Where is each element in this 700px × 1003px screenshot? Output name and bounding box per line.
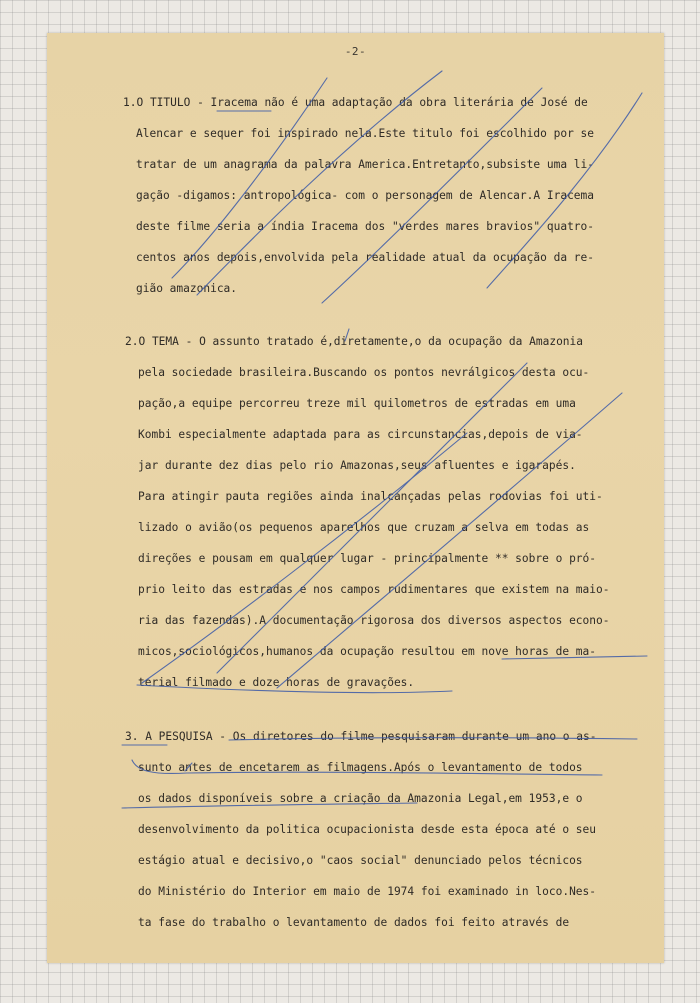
text-line: centos anos depois,envolvida pela realidade atual da ocupação da re- bbox=[136, 251, 595, 264]
text-line: gação -digamos: antropológica- com o personagem de Alencar.A Iracema bbox=[136, 189, 595, 202]
text-line: direções e pousam em qualquer lugar - principalmente ** sobre o pró- bbox=[138, 552, 597, 565]
text-line: prio leito das estradas e nos campos rudimentares que existem na maio- bbox=[138, 583, 610, 596]
typed-page bbox=[47, 33, 664, 963]
text-line: 3. A PESQUISA - Os diretores do filme pesquisaram durante um ano o as- bbox=[125, 730, 597, 743]
text-line: deste filme seria a índia Iracema dos "verdes mares bravios" quatro- bbox=[136, 220, 595, 233]
text-line: Kombi especialmente adaptada para as circunstancias,depois de via- bbox=[138, 428, 583, 441]
text-line: pação,a equipe percorreu treze mil quilometros de estradas em uma bbox=[138, 397, 576, 410]
page-number: -2- bbox=[344, 45, 367, 58]
text-line: sunto antes de encetarem as filmagens.Após o levantamento de todos bbox=[138, 761, 583, 774]
text-line: micos,sociológicos,humanos da ocupação resultou em nove horas de ma- bbox=[138, 645, 597, 658]
text-line: 1.O TITULO - Iracema não é uma adaptação da obra literária de José de bbox=[123, 96, 588, 109]
text-line: tratar de um anagrama da palavra America.Entretanto,subsiste uma li- bbox=[136, 158, 595, 171]
text-line: gião amazonica. bbox=[136, 282, 238, 295]
text-line: lizado o avião(os pequenos aparelhos que cruzam a selva em todas as bbox=[138, 521, 590, 534]
text-line: Para atingir pauta regiões ainda inalcançadas pelas rodovias foi uti- bbox=[138, 490, 603, 503]
text-line: estágio atual e decisivo,o "caos social" denunciado pelos técnicos bbox=[138, 854, 583, 867]
text-line: terial filmado e doze horas de gravações. bbox=[138, 676, 415, 689]
text-line: desenvolvimento da politica ocupacionista desde esta época até o seu bbox=[138, 823, 597, 836]
text-line: jar durante dez dias pelo rio Amazonas,seus afluentes e igarapés. bbox=[138, 459, 576, 472]
text-line: ta fase do trabalho o levantamento de dados foi feito através de bbox=[138, 916, 570, 929]
text-line: pela sociedade brasileira.Buscando os pontos nevrálgicos desta ocu- bbox=[138, 366, 590, 379]
text-line: Alencar e sequer foi inspirado nela.Este titulo foi escolhido por se bbox=[136, 127, 595, 140]
text-line: do Ministério do Interior em maio de 1974 foi examinado in loco.Nes- bbox=[138, 885, 597, 898]
text-line: os dados disponíveis sobre a criação da Amazonia Legal,em 1953,e o bbox=[138, 792, 583, 805]
text-line: ria das fazendas).A documentação rigorosa dos diversos aspectos econo- bbox=[138, 614, 610, 627]
text-line: 2.O TEMA - O assunto tratado é,diretamente,o da ocupação da Amazonia bbox=[125, 335, 584, 348]
